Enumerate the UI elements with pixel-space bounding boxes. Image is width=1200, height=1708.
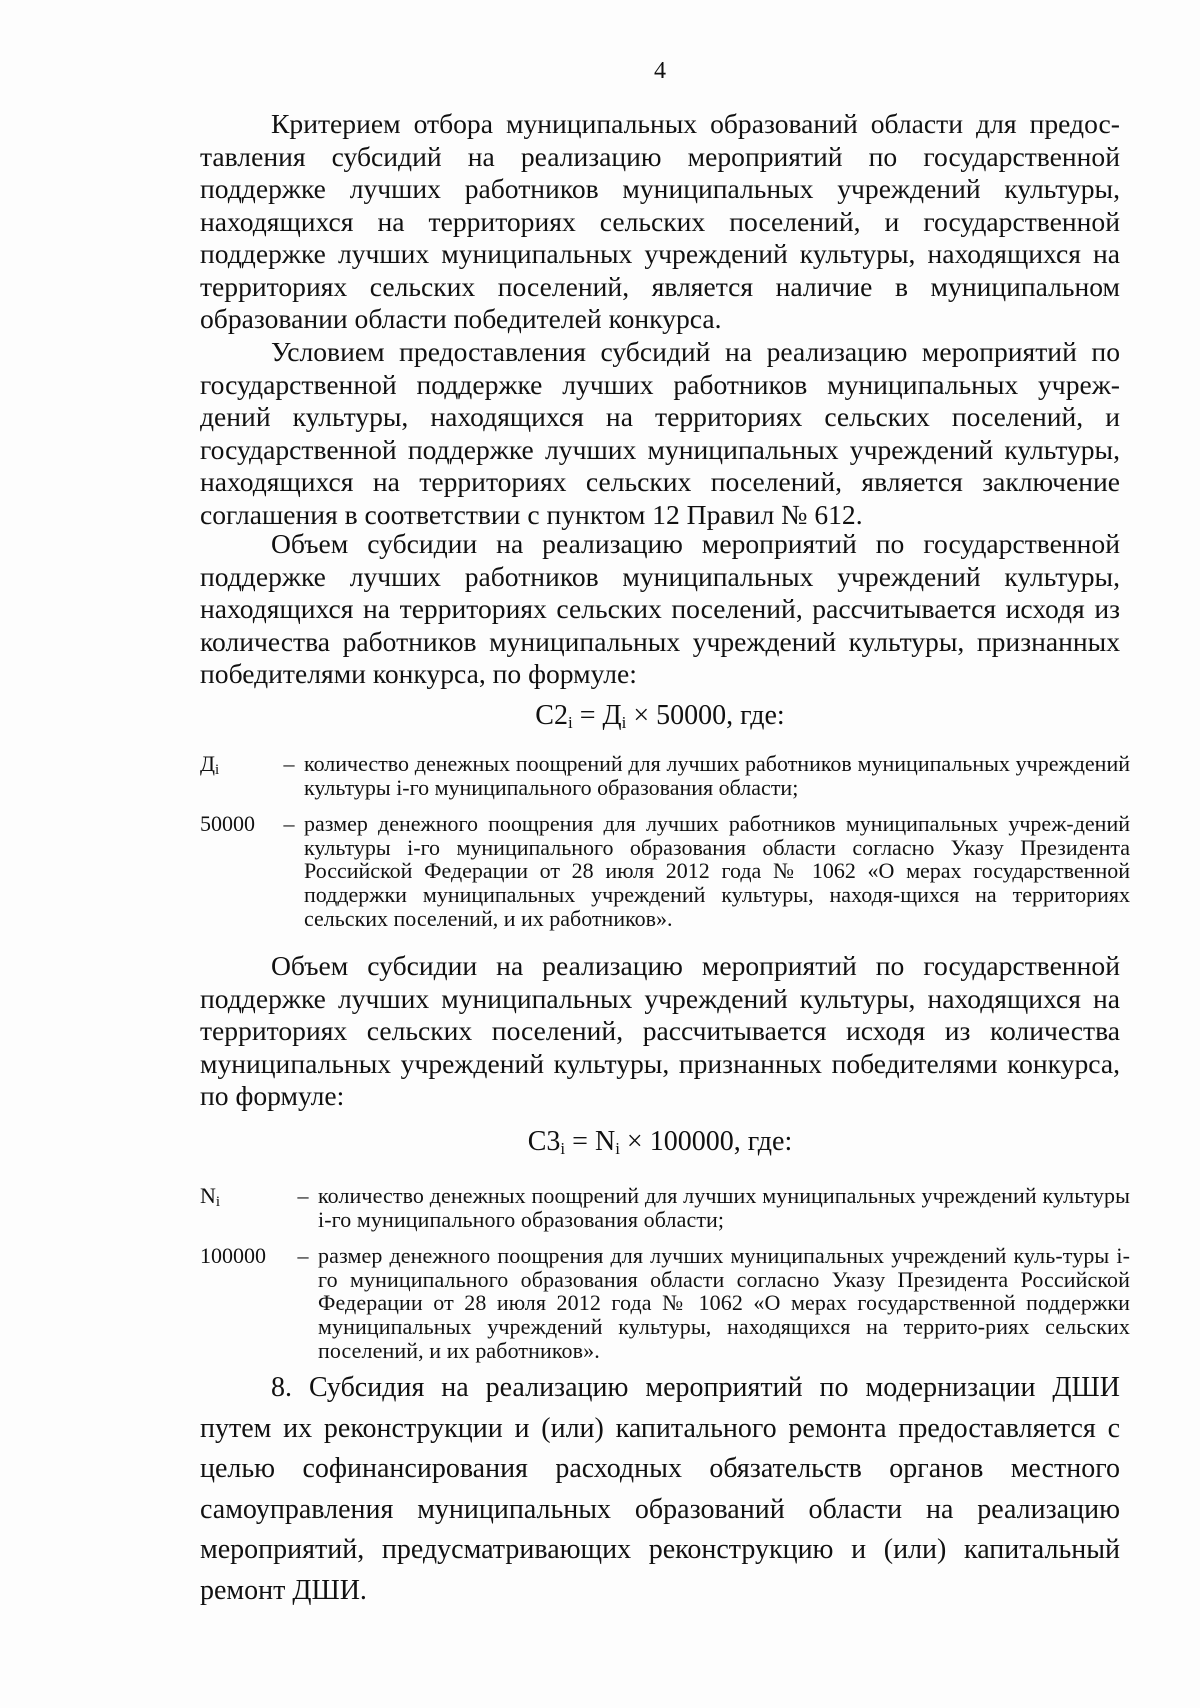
paragraph-text: Условием предоставления субсидий на реализацию мероприятий по государственной поддержке лучших работников муниципальных учреж-дений культуры, находящихся на территориях сельских поселений, и государственной поддержке лучших муниципальных учреждений культуры, находящихся на территориях сельских поселений, является заключение соглашения в соответствии с пунктом 12 Правил № 612. bbox=[200, 336, 1120, 530]
definition-dash: – bbox=[283, 811, 295, 837]
definition-dash: – bbox=[283, 751, 295, 776]
paragraph-selection-criterion bbox=[200, 108, 1120, 336]
definition-term-subscript: i bbox=[215, 1194, 221, 1210]
formula-equals: = bbox=[565, 1126, 595, 1157]
definition-term-text: N bbox=[200, 1183, 216, 1208]
definition-row bbox=[200, 1244, 1130, 1362]
formula-equals: = bbox=[572, 700, 603, 731]
definition-row bbox=[200, 812, 1130, 930]
paragraph-text: 8. Субсидия на реализацию мероприятий по модернизации ДШИ путем их реконструкции и (или) капитального ремонта предоставляется с целью софинансирования расходных обязательств органов местного самоуправления муниципальных образований области на реализацию мероприятий, предусматривающих реконструкцию и (или) капитальный ремонт ДШИ. bbox=[200, 1372, 1120, 1606]
definition-term bbox=[200, 1184, 288, 1231]
definition-term-text: 100000 bbox=[200, 1243, 266, 1269]
formula-c3 bbox=[0, 1126, 1200, 1159]
paragraph-text: Критерием отбора муниципальных образований области для предос-тавления субсидий на реализацию мероприятий по государственной поддержке лучших работников муниципальных учреждений культуры, находящихся на территориях сельских поселений, и государственной поддержке лучших муниципальных учреждений культуры, находящихся на территориях сельских поселений, является наличие в муниципальном образовании области победителей конкурса. bbox=[200, 108, 1120, 334]
formula-variable-subscript: i bbox=[615, 1139, 620, 1158]
definitions-formula-c3 bbox=[200, 1184, 1130, 1375]
paragraph-text: Объем субсидии на реализацию мероприятий по государственной поддержке лучших работников муниципальных учреждений культуры, находящихся на территориях сельских поселений, рассчитывается исходя из количества работников муниципальных учреждений культуры, признанных победителями конкурса, по формуле: bbox=[200, 528, 1120, 689]
paragraph-text: Объем субсидии на реализацию мероприятий по государственной поддержке лучших муниципальных учреждений культуры, находящихся на территориях сельских поселений, рассчитывается исходя из количества муниципальных учреждений культуры, признанных победителями конкурса, по формуле: bbox=[200, 950, 1120, 1111]
formula-c2 bbox=[0, 700, 1200, 733]
page-number: 4 bbox=[654, 58, 666, 84]
definitions-formula-c2 bbox=[200, 752, 1130, 943]
definition-row bbox=[200, 1184, 1130, 1231]
paragraph-volume-workers bbox=[200, 528, 1120, 691]
definition-dash: – bbox=[297, 1243, 309, 1269]
definition-term-text: Д bbox=[200, 751, 216, 776]
definition-term-text: 50000 bbox=[200, 811, 255, 837]
formula-lhs: С3 bbox=[527, 1126, 561, 1157]
formula-rest: × 100000, где: bbox=[619, 1126, 793, 1157]
definition-text: количество денежных поощрений для лучших муниципальных учреждений культуры i-го муниципального образования области; bbox=[318, 1183, 1130, 1232]
definition-text: размер денежного поощрения для лучших работников муниципальных учреж-дений культуры i-го муниципального образования области согласно Указу Президента Российской Федерации от 28 июля 2012 года № 1062 «О мерах государственной поддержки муниципальных учреждений культуры, находя-щихся на территориях сельских поселений, и их работников». bbox=[304, 811, 1130, 931]
definition-text: количество денежных поощрений для лучших работников муниципальных учреждений культуры i-го муниципального образования области; bbox=[304, 751, 1130, 800]
paragraph-volume-institutions bbox=[200, 950, 1120, 1113]
definition-term bbox=[200, 812, 274, 930]
definition-term bbox=[200, 1244, 288, 1362]
definition-row bbox=[200, 752, 1130, 799]
formula-variable-subscript: i bbox=[621, 713, 627, 732]
formula-variable: N bbox=[594, 1126, 616, 1157]
paragraph-condition bbox=[200, 336, 1120, 531]
formula-lhs-subscript: i bbox=[560, 1139, 566, 1158]
definition-term bbox=[200, 752, 274, 799]
formula-rest: × 50000, где: bbox=[626, 700, 785, 731]
paragraph-item-8 bbox=[200, 1368, 1120, 1611]
definition-term-subscript: i bbox=[215, 762, 220, 778]
definition-dash: – bbox=[297, 1183, 309, 1208]
formula-variable: Д bbox=[602, 700, 622, 731]
formula-lhs-subscript: i bbox=[567, 713, 573, 732]
definition-text: размер денежного поощрения для лучших муниципальных учреждений куль-туры i-го муниципального образования области согласно Указу Президента Российской Федерации от 28 июля 2012 года № 1062 «О мерах государственной поддержки муниципальных учреждений культуры, находящихся на террито-риях сельских поселений, и их работников». bbox=[318, 1243, 1130, 1363]
formula-lhs: С2 bbox=[535, 700, 568, 731]
